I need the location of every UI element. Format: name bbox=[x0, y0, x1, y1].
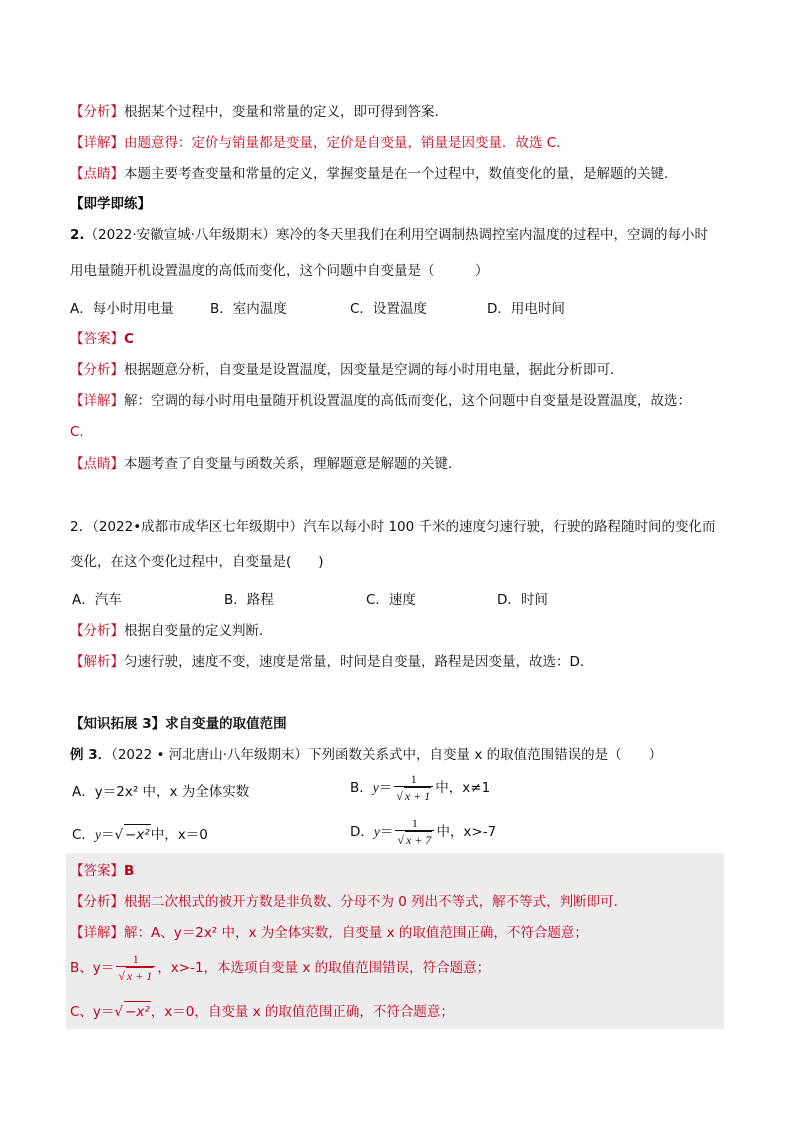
example-option-b: B．y＝ $\frac{1}{√ x + 1}$ 中，x≠1 bbox=[350, 772, 491, 803]
detail-line-2a bbox=[70, 391, 691, 411]
option-d: D．用电时间 bbox=[487, 301, 565, 317]
comment-tag: 【点睛】 bbox=[70, 456, 124, 472]
answer-line-ex3 bbox=[70, 861, 134, 881]
analysis-tag: 【分析】 bbox=[70, 104, 124, 120]
question-text: 寒冷的冬天里我们在利用空调制热调控室内温度的过程中，空调的每小时 bbox=[275, 227, 708, 243]
answer-text: B bbox=[124, 863, 135, 879]
example-3-question bbox=[70, 745, 662, 765]
question-number: 2. bbox=[70, 227, 85, 243]
example-source: （2022 • 河北唐山·八年级期末） bbox=[111, 747, 309, 763]
comment-text: 本题主要考查变量和常量的定义，掌握变量是在一个过程中，数值变化的量，是解题的关键． bbox=[124, 166, 678, 182]
option-b: B．路程 bbox=[224, 592, 274, 608]
question-2b-line2: 变化，在这个变化过程中，自变量是( ) bbox=[70, 554, 324, 570]
option-b: B．室内温度 bbox=[210, 301, 287, 317]
analysis-tag: 【分析】 bbox=[70, 623, 124, 639]
option-d: D．时间 bbox=[497, 592, 548, 608]
extension-tag: 【知识拓展 3】 bbox=[70, 716, 166, 732]
detail-line-c: C、y＝√ −x²，x＝0，自变量 x 的取值范围正确，不符合题意； bbox=[70, 1001, 454, 1022]
answer-tag: 【答案】 bbox=[70, 331, 124, 347]
answer-text: C bbox=[124, 331, 134, 347]
example-option-d: D．y＝ $\frac{1}{√ x + 7}$ 中，x>-7 bbox=[350, 816, 497, 847]
fraction: $\frac{1}{√ x + 1}$ bbox=[394, 772, 433, 804]
solution-line-2b bbox=[70, 652, 593, 672]
option-label: C． bbox=[72, 827, 95, 843]
question-2a-line1 bbox=[70, 225, 708, 245]
detail-text: 由题意得：定价与销量都是变量，定价是自变量，销量是因变量．故选 C． bbox=[124, 135, 570, 151]
analysis-line-2b bbox=[70, 621, 273, 641]
fraction: $\frac{1}{√ x + 1}$ bbox=[116, 952, 155, 984]
option-expression: y＝2x² 中，x 为全体实数 bbox=[94, 784, 250, 800]
detail-tag: 【详解】 bbox=[70, 135, 124, 151]
answer-tag: 【答案】 bbox=[70, 863, 124, 879]
example-option-a bbox=[72, 782, 249, 802]
comment-tag: 【点睛】 bbox=[70, 166, 124, 182]
solution-text: 匀速行驶，速度不变，速度是常量，时间是自变量，路程是因变量，故选：D． bbox=[124, 654, 594, 670]
line-text: ，x>-1，本选项自变量 x 的取值范围错误，符合题意； bbox=[157, 960, 491, 976]
option-label: B． bbox=[350, 780, 373, 796]
analysis-line-ex3 bbox=[70, 892, 627, 912]
option-a: A．每小时用电量 bbox=[70, 301, 174, 317]
analysis-tag: 【分析】 bbox=[70, 362, 124, 378]
comment-line-2a bbox=[70, 454, 462, 474]
extension-title: 求自变量的取值范围 bbox=[165, 716, 287, 732]
option-label: D． bbox=[350, 824, 374, 840]
question-source: （2022•成都市成华区七年级期中） bbox=[92, 519, 304, 535]
analysis-text: 根据二次根式的被开方数是非负数、分母不为 0 列出不等式，解不等式，判断即可． bbox=[124, 894, 628, 910]
question-2b-line1 bbox=[70, 517, 716, 537]
extension-header bbox=[70, 714, 287, 734]
detail-text: 解：空调的每小时用电量随开机设置温度的高低而变化，这个问题中自变量是设置温度，故选： bbox=[124, 393, 691, 409]
example-text: 下列函数关系式中，自变量 x 的取值范围错误的是（ ） bbox=[308, 747, 663, 763]
detail-line bbox=[70, 133, 570, 153]
detail-text: 解：A、y＝2x² 中，x 为全体实数，自变量 x 的取值范围正确，不符合题意； bbox=[124, 925, 588, 941]
analysis-line bbox=[70, 102, 448, 122]
line-prefix: C、y＝ bbox=[70, 1004, 115, 1020]
analysis-text: 根据题意分析，自变量是设置温度，因变量是空调的每小时用电量，据此分析即可． bbox=[124, 362, 624, 378]
comment-line bbox=[70, 164, 678, 184]
comment-text: 本题考查了自变量与函数关系，理解题意是解题的关键． bbox=[124, 456, 462, 472]
solution-tag: 【解析】 bbox=[70, 654, 124, 670]
line-prefix: B、y＝ bbox=[70, 960, 115, 976]
option-label: A． bbox=[72, 784, 95, 800]
question-2a-line2: 用电量随开机设置温度的高低而变化，这个问题中自变量是（ ） bbox=[70, 263, 489, 279]
line-text: ，x＝0，自变量 x 的取值范围正确，不符合题意； bbox=[150, 1004, 454, 1020]
analysis-text: 根据自变量的定义判断． bbox=[124, 623, 273, 639]
option-condition: 中，x≠1 bbox=[435, 780, 491, 796]
detail-line-ex3 bbox=[70, 923, 588, 943]
detail-tag: 【详解】 bbox=[70, 393, 124, 409]
option-condition: 中，x＝0 bbox=[150, 827, 208, 843]
question-text: 汽车以每小时 100 千米的速度匀速行驶，行驶的路程随时间的变化而 bbox=[303, 519, 716, 535]
analysis-tag: 【分析】 bbox=[70, 894, 124, 910]
analysis-line-2a bbox=[70, 360, 624, 380]
analysis-text: 根据某个过程中，变量和常量的定义，即可得到答案． bbox=[124, 104, 448, 120]
fraction: $\frac{1}{√ x + 7}$ bbox=[395, 816, 434, 848]
option-c: C．速度 bbox=[366, 592, 416, 608]
option-condition: 中，x>-7 bbox=[436, 824, 497, 840]
detail-line-2a-cont: C. bbox=[70, 424, 84, 440]
question-source: （2022·安徽宣城·八年级期末） bbox=[84, 227, 276, 243]
example-label: 例 3． bbox=[70, 747, 112, 763]
question-number: 2． bbox=[70, 519, 93, 535]
answer-line bbox=[70, 329, 134, 349]
detail-tag: 【详解】 bbox=[70, 925, 124, 941]
practice-header: 【即学即练】 bbox=[70, 196, 151, 212]
option-a: A．汽车 bbox=[72, 592, 122, 608]
detail-line-b bbox=[70, 952, 490, 984]
option-c: C．设置温度 bbox=[350, 301, 427, 317]
example-option-c: C．y＝√ −x²中，x＝0 bbox=[72, 824, 208, 845]
